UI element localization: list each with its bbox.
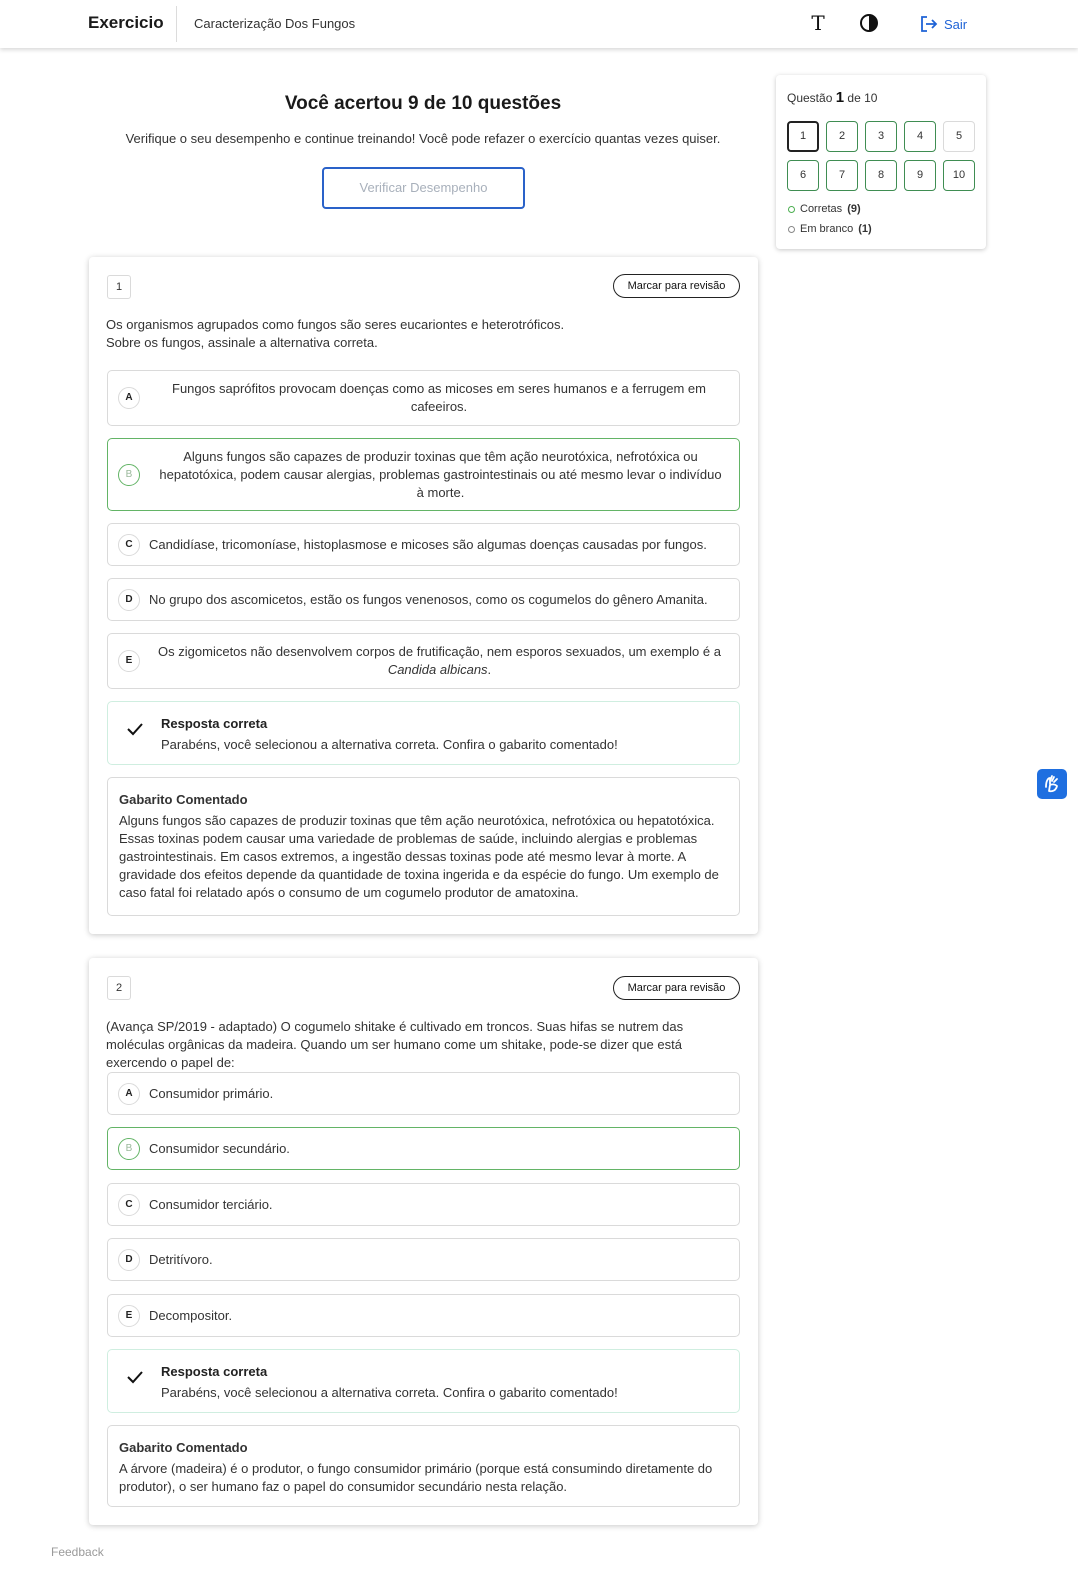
alternative-letter: B [118,1138,140,1160]
alternative-text: Candidíase, tricomoníase, histoplasmose e micoses são algumas doenças causadas por fungos. [149,537,707,552]
exercise-subject: Caracterização Dos Fungos [194,16,356,31]
result-subtitle: Verifique o seu desempenho e continue treinando! Você pode refazer o exercício quantas vezes quiser. [125,131,721,146]
alternative-letter: C [118,534,140,556]
alternative-d[interactable] [107,578,740,621]
alternative-text: Alguns fungos são capazes de produzir toxinas que têm ação neurotóxica, nefrotóxica ou hepatotóxica, podem causar alergias, problemas gastrointestinais ou até mesmo levar o indivíduo à morte. [159,449,722,500]
answer-commentary [107,1425,740,1507]
question-navigator [776,75,986,249]
alternative-text: Consumidor primário. [149,1086,274,1101]
question-nav-4[interactable]: 4 [904,121,936,152]
exit-button[interactable] [920,14,967,34]
feedback-link[interactable]: Feedback [51,1545,104,1559]
alternative-letter: A [118,387,140,409]
legend-correct: Corretas (9) [788,203,861,215]
commentary-text: A árvore (madeira) é o produtor, o fungo consumidor primário (porque está consumindo diretamente do produtor), o ser humano faz o papel do consumidor secundário nesta relação. [119,1461,713,1494]
question-stem: Os organismos agrupados como fungos são seres eucariontes e heterotróficos. Sobre os fungos, assinale a alternativa correta. [106,317,565,350]
question-nav-1[interactable]: 1 [787,121,819,152]
alternative-a[interactable] [107,370,740,426]
question-stem: (Avança SP/2019 - adaptado) O cogumelo shitake é cultivado em troncos. Suas hifas se nutrem das moléculas orgânicas da madeira. Quando um ser humano come um shitake, pode-se dizer que está exercendo o papel de: [106,1019,684,1070]
answer-feedback [107,1349,740,1413]
feedback-text: Parabéns, você selecionou a alternativa correta. Confira o gabarito comentado! [161,737,618,752]
alternative-b[interactable] [107,438,740,511]
question-card-2 [89,958,758,1525]
alternative-letter: E [118,650,140,672]
font-size-icon[interactable]: T [811,11,825,35]
header-divider [176,6,177,42]
alternative-text: Fungos saprófitos provocam doenças como as micoses em seres humanos e a ferrugem em cafeeiros. [172,381,706,414]
alternative-e[interactable] [107,633,740,689]
alternative-letter: A [118,1083,140,1105]
alternative-a[interactable] [107,1072,740,1115]
check-performance-button[interactable]: Verificar Desempenho [322,167,525,209]
alternative-e[interactable] [107,1294,740,1337]
app-brand: Exercicio [88,13,164,32]
contrast-icon[interactable] [860,14,878,32]
question-number: 1 [107,275,131,299]
question-nav-2[interactable]: 2 [826,121,858,152]
alternative-letter: C [118,1194,140,1216]
alternative-c[interactable] [107,1183,740,1226]
alternative-text: Consumidor terciário. [149,1197,273,1212]
alternative-text: No grupo dos ascomicetos, estão os fungos venenosos, como os cogumelos do gênero Amanita. [149,592,708,607]
answer-feedback [107,701,740,765]
alternative-text: Os zigomicetos não desenvolvem corpos de frutificação, nem esporos sexuados, um exemplo é a Candida albicans. [158,644,721,677]
mark-for-review-button[interactable]: Marcar para revisão [613,976,740,1000]
sign-language-icon[interactable] [1037,769,1067,799]
alternative-c[interactable] [107,523,740,566]
question-nav-5[interactable]: 5 [943,121,975,152]
alternative-letter: D [118,1249,140,1271]
question-nav-10[interactable]: 10 [943,160,975,191]
question-nav-6[interactable]: 6 [787,160,819,191]
check-icon [127,1370,143,1384]
question-nav-3[interactable]: 3 [865,121,897,152]
question-card-1 [89,257,758,934]
top-bar [0,0,1078,48]
mark-for-review-button[interactable]: Marcar para revisão [613,274,740,298]
alternative-text: Consumidor secundário. [149,1141,290,1156]
logout-icon [920,16,938,32]
question-counter: Questão 1 de 10 [787,89,878,106]
legend-blank: Em branco (1) [788,223,872,235]
result-title: Você acertou 9 de 10 questões [284,93,562,114]
commentary-title: Gabarito Comentado [119,1440,248,1455]
check-icon [127,722,143,736]
exit-label: Sair [944,16,968,32]
alternative-d[interactable] [107,1238,740,1281]
feedback-text: Parabéns, você selecionou a alternativa correta. Confira o gabarito comentado! [161,1385,618,1400]
blank-dot-icon [788,226,795,233]
correct-dot-icon [788,206,795,213]
question-nav-9[interactable]: 9 [904,160,936,191]
alternative-letter: B [118,464,140,486]
question-nav-8[interactable]: 8 [865,160,897,191]
question-number: 2 [107,976,131,1000]
feedback-title: Resposta correta [161,716,268,731]
question-nav-7[interactable]: 7 [826,160,858,191]
alternative-letter: E [118,1305,140,1327]
answer-commentary [107,777,740,916]
alternative-text: Decompositor. [149,1308,233,1323]
commentary-text: Alguns fungos são capazes de produzir toxinas que têm ação neurotóxica, nefrotóxica ou hepatotóxica. Essas toxinas podem causar uma variedade de problemas de saúde, incluindo alergias e problemas gastrointestinais. Em casos extremos, a ingestão dessas toxinas pode até mesmo levar à morte. A gravidade dos efeitos depende da quantidade de toxina ingerida e da espécie do fungo. Um exemplo de caso fatal foi relatado após o consumo de um cogumelo produtor de amatoxina. [119,813,719,900]
alternative-b[interactable] [107,1127,740,1170]
feedback-title: Resposta correta [161,1364,268,1379]
alternative-letter: D [118,589,140,611]
alternative-text: Detritívoro. [149,1252,213,1267]
commentary-title: Gabarito Comentado [119,792,248,807]
